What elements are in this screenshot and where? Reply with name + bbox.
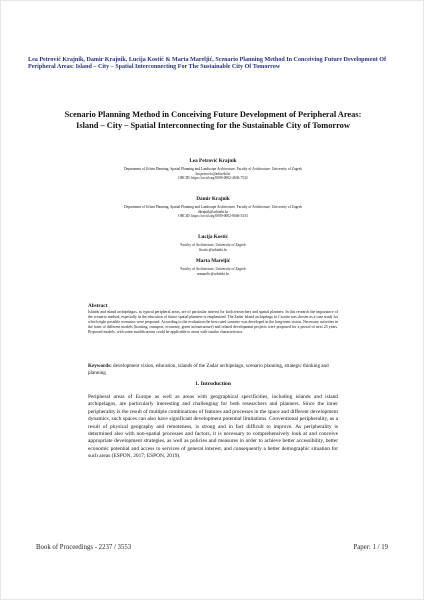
body-paragraph: Peripheral areas of Europe as well as areas with geographical specificities, including islands and island archipelagos, are particularly interesting and challenging for both researchers and planners. Since the inner peripherality is the result of multiple combinations of features and processes in the space and different development dynamics, such spaces can also have significant development potential limitations. Conventional peripherality, as a result of physical geography and remoteness, is strong and in fact difficult to improve. As peripherality is determined also with non-spatial processes and factors, it is necessary to comprehensively look at and conceive appropriate development strategies, as well as policies and measures in order to achieve better accessibility, better economic potential and access to services of general interest, and consequently a better demographic situation for such areas (ESPON, 2017; ESPON, 2019). <box>88 394 338 460</box>
keywords <box>88 363 338 377</box>
author-name: Marta Mareljić <box>195 258 231 264</box>
author-email: mmarelic@arhitekt.hr <box>197 271 229 276</box>
paper-title: Scenario Planning Method in Conceiving Future Development of Peripheral Areas: Island – City – Spatial Interconnecting for the Sustainable City of Tomorrow <box>64 110 362 130</box>
abstract-heading: Abstract <box>88 303 108 309</box>
footer-page-number: Paper: 1 / 19 <box>353 544 388 551</box>
author-email: lkostic@arhitekt.hr <box>199 247 227 252</box>
abstract <box>88 304 338 335</box>
author-affiliation: Department of Urban Planning, Spatial Planning and Landscape Architecture, Faculty of Architecture, University of Zagreb <box>124 167 302 171</box>
author-block <box>61 258 365 276</box>
author-orcid: ORCID: https://orcid.org/0000-0002-4636-7532 <box>178 176 248 181</box>
running-header: Lea Petrović Krajnik, Damir Krajnik, Lucija Kostić & Marta Mareljić, Scenario Planning Method In Conceiving Future Development Of Peripheral Areas: Island – City – Spatial Interconnecting For The Sustainable City Of Tomorrow <box>28 57 387 70</box>
author-name: Damir Krajnik <box>196 196 230 202</box>
author-email: dkrajnik@arhitekt.hr <box>197 209 229 214</box>
author-email: lea.petrovic@arhitekt.hr <box>195 171 231 176</box>
section-heading: 1. Introduction <box>195 381 231 387</box>
author-block <box>61 158 365 181</box>
author-block <box>61 234 365 252</box>
keywords-label: Keywords: <box>88 363 112 369</box>
author-name: Lea Petrović Krajnik <box>189 158 237 164</box>
abstract-text: Islands and island archipelagos, as typical peripheral areas, are of particular interest for both researchers and spatial planners. In this research the importance of the scenario method, especially in the education of future spatial planners is emphasized. The Zadar Island archipelago in Croatia was chosen as a case study for which eight possible scenarios were proposed. According to the evaluation the best rated scenario was developed in the long-term vision. Necessary activities in the form of different models (housing, transport, economy, green infrastructure) and related development projects were proposed for a period of next 25 years. Proposed models, with some modifications could be applicable to areas with similar characteristics. <box>88 310 338 334</box>
keywords-text: development vision, education, islands of the Zadar archipelago, scenario planning, strategic thinking and planning <box>88 363 329 376</box>
author-affiliation: Department of Urban Planning, Spatial Planning and Landscape Architecture, Faculty of Architecture, University of Zagreb <box>124 205 302 209</box>
author-orcid: ORCID: https://orcid.org/0000-0002-8046-3333 <box>178 214 248 219</box>
author-name: Lucija Kostić <box>198 234 228 240</box>
author-affiliation: Faculty of Architecture, University of Zagreb <box>180 243 246 247</box>
footer-proceedings: Book of Proceedings - 2237 / 3553 <box>36 544 132 551</box>
author-affiliation: Faculty of Architecture, University of Zagreb <box>180 267 246 271</box>
author-block <box>61 196 365 219</box>
